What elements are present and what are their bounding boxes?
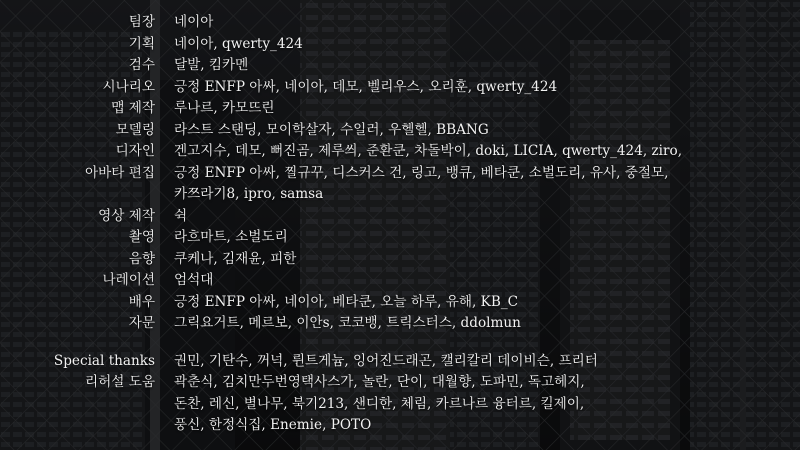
credit-names: 겐고지수, 데모, 뻐진곰, 제루씌, 준환쿤, 차돌박이, doki, LICIA, qwerty_424, ziro,: [174, 143, 683, 159]
credit-row: [0, 55, 800, 77]
credit-row: [0, 351, 800, 373]
credit-role: 기획: [128, 35, 155, 52]
credit-role: 아바타 편집: [85, 164, 155, 181]
credit-names: 달발, 킴카멘: [174, 57, 249, 73]
credit-names: 루나르, 카모뜨린: [174, 100, 275, 116]
credit-names: 네이아, qwerty_424: [174, 35, 303, 52]
credit-row: [0, 77, 800, 99]
credit-row: [0, 270, 800, 292]
credit-names: 쉭: [174, 207, 188, 224]
credit-role: 영상 제작: [98, 207, 155, 224]
credit-role: 모델링: [115, 121, 155, 138]
credit-row: [0, 34, 800, 56]
credit-row: [0, 98, 800, 120]
credit-role: 음향: [128, 250, 155, 267]
credit-role: 맵 제작: [111, 100, 155, 116]
credit-role: 검수: [128, 57, 155, 73]
credit-row: [0, 372, 800, 437]
credit-role: 시나리오: [102, 78, 155, 95]
credit-role: 배우: [128, 293, 155, 310]
credit-row: [0, 249, 800, 271]
credit-role: 디자인: [115, 143, 155, 159]
credit-names: 긍정 ENFP 아싸, 네이아, 데모, 벨리우스, 오리훈, qwerty_424: [174, 78, 558, 95]
credit-names: 네이아: [174, 14, 214, 30]
credit-names: 라스트 스탠딩, 모이학살자, 수일러, 우헬헬, BBANG: [174, 121, 489, 138]
credit-role: 촬영: [128, 229, 155, 245]
credit-names: 라흐마트, 소벌도리: [174, 229, 288, 245]
credit-row: [0, 292, 800, 314]
credit-row: [0, 313, 800, 335]
credits-list: [0, 12, 800, 437]
credit-role: 리허설 도움: [85, 374, 155, 390]
credit-names: 쿠케나, 김재윤, 피한: [174, 250, 297, 267]
credit-names: 긍정 ENFP 아싸, 찔규꾸, 디스커스 건, 링고, 뱅큐, 베타쿤, 소벌도리, 유사, 중절모, 카쯔라기8, ipro, samsa: [174, 164, 669, 202]
credit-role: 나레이션: [102, 272, 155, 288]
credit-names: 엄석대: [174, 272, 214, 288]
credit-role: 자문: [128, 315, 155, 331]
credit-names: 곽춘식, 김치만두번영택사스가, 놀란, 단이, 대월향, 도파민, 독고헤지, 돈찬, 레신, 별나무, 북기213, 샌디한, 체림, 카르나르 융터르, 킬제이, 풍신, 한정식집, Enemie, POTO: [174, 374, 585, 433]
credit-row: [0, 12, 800, 34]
credit-row: [0, 120, 800, 142]
credit-role: 팀장: [128, 14, 155, 30]
credit-row: [0, 163, 800, 206]
credit-role: Special thanks: [53, 352, 155, 369]
credit-names: 그릭요거트, 메르보, 이안s, 코코뱅, 트릭스터스, ddolmun: [174, 315, 521, 331]
credit-row: [0, 206, 800, 228]
credit-names: 긍정 ENFP 아싸, 네이아, 베타쿤, 오늘 하루, 유해, KB_C: [174, 293, 519, 310]
credit-row: [0, 141, 800, 163]
credit-names: 권민, 기탄수, 꺼넉, 륀트게늄, 잉어진드래곤, 캘리칼리 데이비슨, 프리터: [174, 352, 598, 369]
section-gap: [0, 335, 800, 351]
credit-row: [0, 227, 800, 249]
